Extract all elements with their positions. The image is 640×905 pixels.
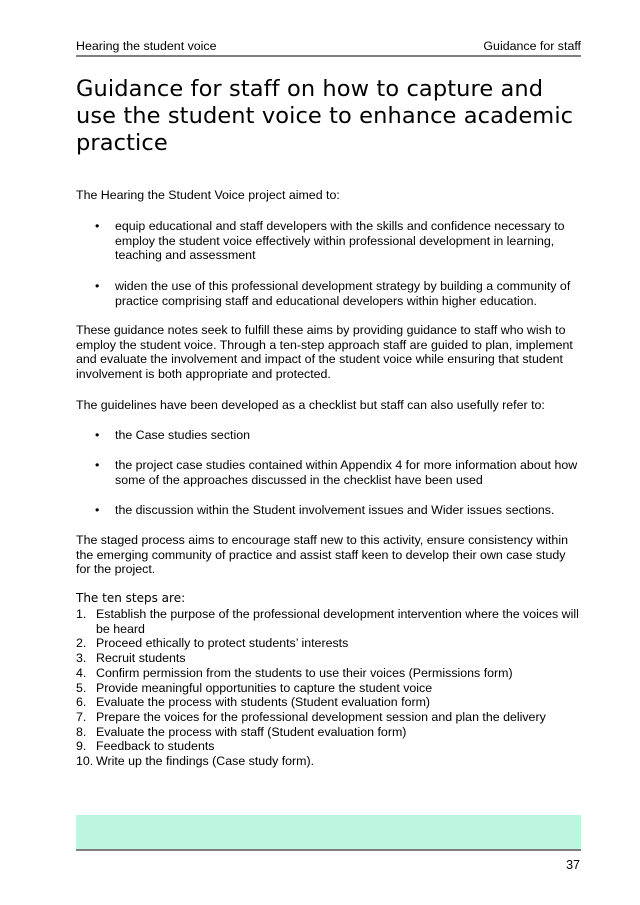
bullet-icon: •: [95, 219, 100, 233]
footer-band: [76, 815, 581, 849]
bullet-icon: •: [95, 279, 100, 293]
step-item: [76, 666, 581, 681]
reference-text: the Case studies section: [115, 428, 250, 442]
step-item: [76, 695, 581, 710]
header-right: Guidance for staff: [483, 39, 581, 53]
step-item: [76, 739, 581, 754]
bullet-icon: •: [95, 503, 100, 517]
page-title: Guidance for staff on how to capture and use the student voice to enhance academic practice: [76, 76, 574, 156]
reference-text: the project case studies contained within Appendix 4 for more information about how some of the approaches discussed in the checklist have been used: [115, 458, 578, 487]
step-text: Evaluate the process with students (Student evaluation form): [96, 695, 431, 710]
steps-heading: The ten steps are:: [76, 591, 186, 605]
staged-paragraph: The staged process aims to encourage staff new to this activity, ensure consistency within the emerging community of practice and assist staff keen to develop their own case study for the project.: [76, 533, 568, 577]
aim-text: equip educational and staff developers with the skills and confidence necessary to employ the student voice effectively within professional development in learning, teaching and assessment: [115, 219, 565, 263]
step-text: Proceed ethically to protect students’ interests: [96, 636, 349, 651]
step-text: Evaluate the process with staff (Student evaluation form): [96, 724, 407, 739]
page-number: 37: [566, 858, 580, 872]
step-number: 2.: [76, 636, 87, 651]
bullet-icon: •: [95, 428, 100, 442]
step-item: [76, 710, 581, 725]
step-number: 6.: [76, 695, 87, 710]
step-number: 8.: [76, 724, 87, 739]
step-text: Prepare the voices for the professional development session and plan the delivery: [96, 709, 546, 724]
step-number: 10.: [76, 754, 94, 769]
running-header: [76, 39, 581, 57]
step-text: Provide meaningful opportunities to capture the student voice: [96, 680, 433, 695]
step-item: [76, 754, 581, 769]
step-text: Write up the findings (Case study form).: [96, 754, 315, 769]
step-text: Establish the purpose of the professional development intervention where the voices will be heard: [96, 607, 579, 636]
bullet-icon: •: [95, 458, 100, 472]
intro-paragraph: The Hearing the Student Voice project aimed to:: [76, 188, 340, 202]
step-text: Feedback to students: [96, 739, 215, 754]
checklist-paragraph: The guidelines have been developed as a checklist but staff can also usefully refer to:: [76, 398, 545, 412]
step-number: 5.: [76, 680, 87, 695]
steps-list: [76, 607, 581, 769]
step-number: 4.: [76, 665, 87, 680]
step-item: [76, 607, 581, 636]
step-text: Recruit students: [96, 651, 186, 666]
header-left: Hearing the student voice: [76, 39, 217, 53]
step-item: [76, 651, 581, 666]
step-text: Confirm permission from the students to use their voices (Permissions form): [96, 665, 513, 680]
step-item: [76, 636, 581, 651]
step-item: [76, 681, 581, 696]
aim-text: widen the use of this professional development strategy by building a community of practice comprising staff and educational developers within higher education.: [115, 279, 571, 308]
guidance-paragraph: These guidance notes seek to fulfill these aims by providing guidance to staff who wish to employ the student voice. Through a ten-step approach staff are guided to plan, implement and evaluate the involvement and impact of the student voice while ensuring that student involvement is both appropriate and protected.: [76, 323, 573, 382]
step-number: 1.: [76, 607, 87, 621]
step-number: 7.: [76, 709, 87, 724]
step-number: 3.: [76, 651, 87, 666]
step-item: [76, 725, 581, 740]
reference-text: the discussion within the Student involvement issues and Wider issues sections.: [115, 503, 555, 517]
footer-rule: [76, 849, 581, 851]
step-number: 9.: [76, 739, 87, 754]
